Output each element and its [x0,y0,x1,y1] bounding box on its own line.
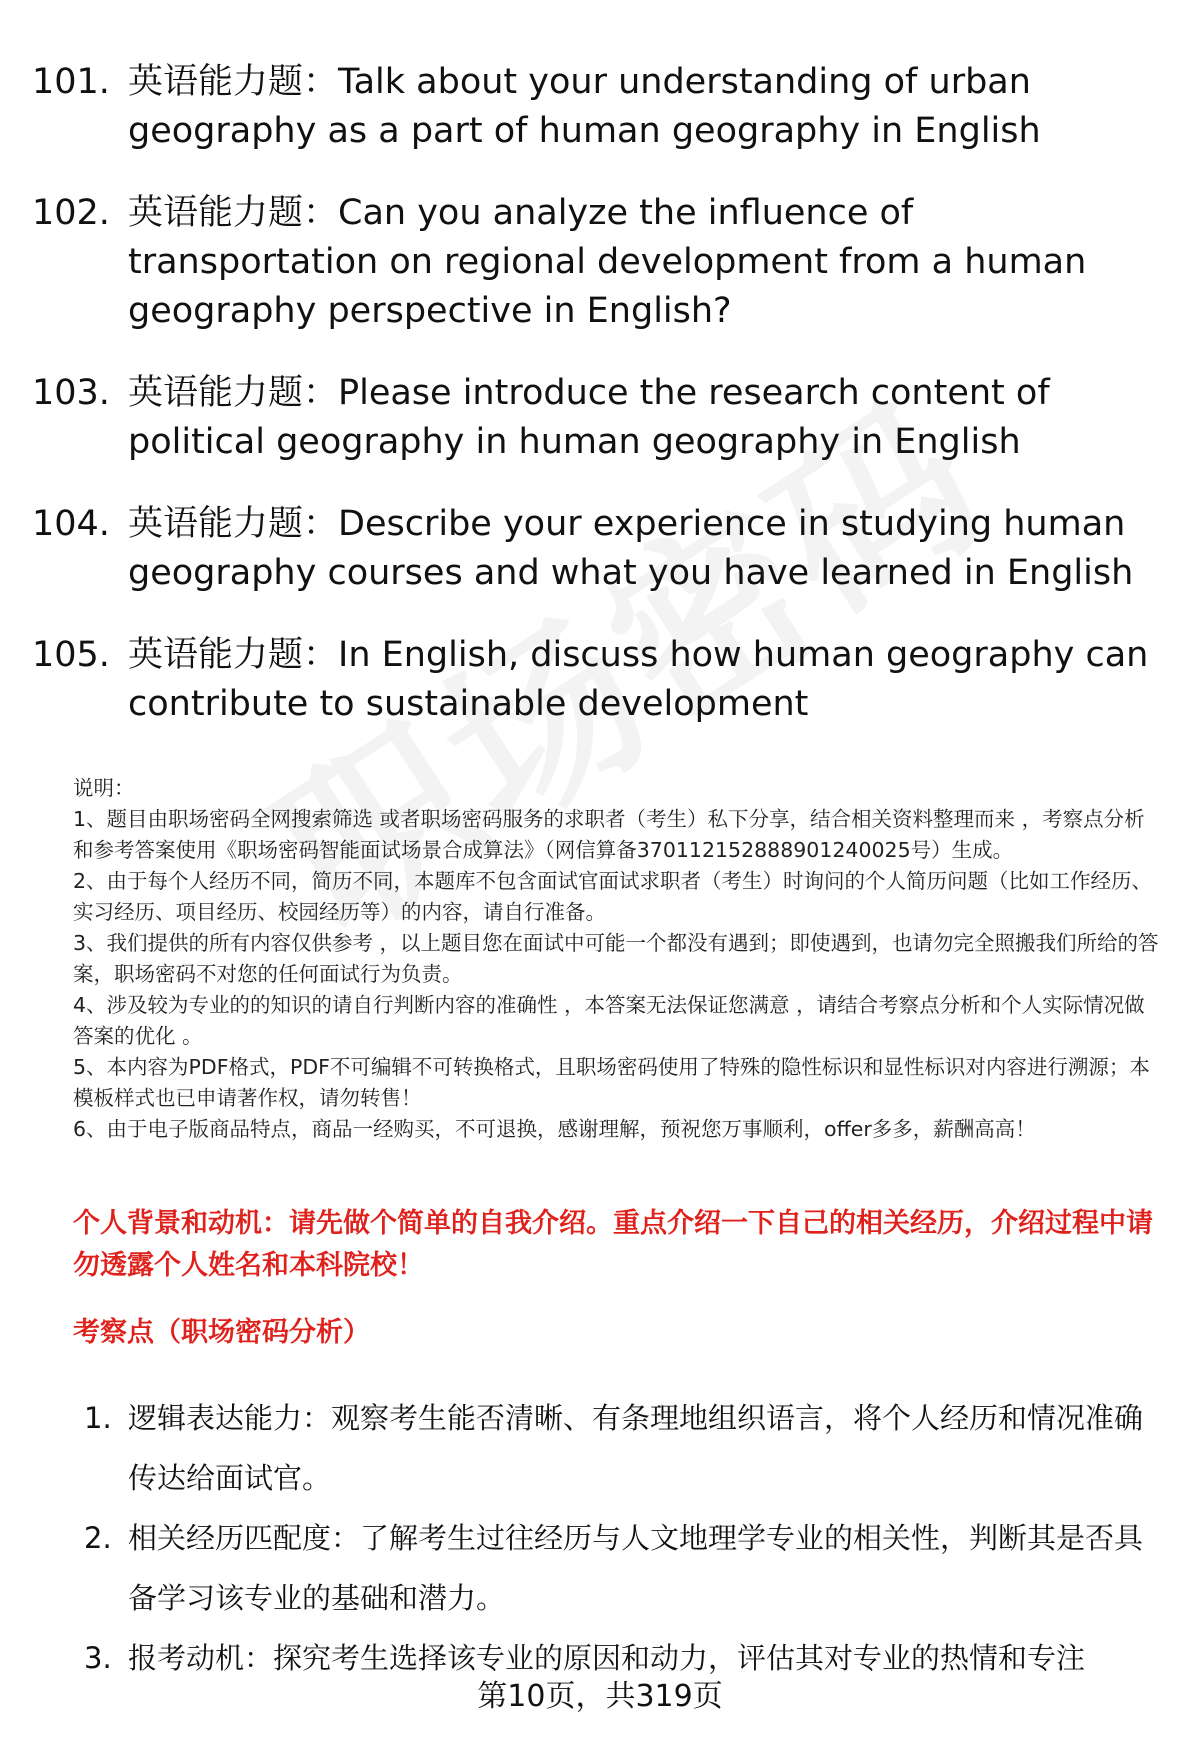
point-text: 相关经历匹配度：了解考生过往经历与人文地理学专业的相关性，判断其是否具备学习该专业的基础和潜力。 [128,1521,1144,1615]
note-item: 6、由于电子版商品特点，商品一经购买，不可退换，感谢理解，预祝您万事顺利，offer多多，薪酬高高！ [73,1117,1036,1141]
analysis-points [84,1388,1164,1688]
point-text: 报考动机：探究考生选择该专业的原因和动力，评估其对专业的热情和专注 [128,1641,1086,1675]
question-text: 英语能力题：In English, discuss how human geography can contribute to sustainable development [128,635,1149,724]
note-item: 1、题目由职场密码全网搜索筛选 或者职场密码服务的求职者（考生）私下分享，结合相关资料整理而来 ，考察点分析和参考答案使用《职场密码智能面试场景合成算法》（网信算备370112152888901240025号）生成。 [73,807,1145,862]
point-text: 逻辑表达能力：观察考生能否清晰、有条理地组织语言，将个人经历和情况准确传达给面试官。 [128,1401,1144,1495]
page-footer: 第10页，共319页 [477,1679,723,1714]
question-text: 英语能力题：Describe your experience in studying human geography courses and what you have learned in English [128,504,1134,593]
question-item [32,369,1152,467]
analysis-heading: 考察点（职场密码分析） [73,1317,370,1348]
question-item [32,500,1152,598]
note-item: 4、涉及较为专业的的知识的请自行判断内容的准确性 ，本答案无法保证您满意 ，请结合考察点分析和个人实际情况做答案的优化 。 [73,993,1145,1048]
notes-section [73,773,1163,1145]
note-item: 2、由于每个人经历不同，简历不同，本题库不包含面试官面试求职者（考生）时询问的个人简历问题（比如工作经历、实习经历、项目经历、校园经历等）的内容，请自行准备。 [73,869,1153,924]
question-number: 103. [32,373,110,413]
question-item [32,189,1152,336]
question-text: 英语能力题：Can you analyze the influence of transportation on regional development from a human geography perspective in English? [128,193,1087,331]
question-text: 英语能力题：Please introduce the research content of political geography in human geography in English [128,373,1050,462]
analysis-point [84,1508,1164,1628]
question-number: 101. [32,62,110,102]
note-item: 5、本内容为PDF格式，PDF不可编辑不可转换格式，且职场密码使用了特殊的隐性标识和显性标识对内容进行溯源；本模板样式也已申请著作权，请勿转售！ [73,1055,1150,1110]
question-list [32,58,1152,762]
question-item [32,58,1152,156]
point-number: 2. [84,1521,112,1555]
analysis-point [84,1388,1164,1508]
note-item: 3、我们提供的所有内容仅供参考 ，以上题目您在面试中可能一个都没有遇到；即使遇到，也请勿完全照搬我们所给的答案，职场密码不对您的任何面试行为负责。 [73,931,1159,986]
notes-title: 说明： [73,776,135,800]
question-item [32,631,1152,729]
question-number: 105. [32,635,110,675]
question-text: 英语能力题：Talk about your understanding of urban geography as a part of human geography in English [128,62,1041,151]
question-heading: 个人背景和动机：请先做个简单的自我介绍。重点介绍一下自己的相关经历，介绍过程中请勿透露个人姓名和本科院校！ [73,1208,1153,1281]
question-number: 104. [32,504,110,544]
question-number: 102. [32,193,110,233]
point-number: 1. [84,1401,112,1435]
point-number: 3. [84,1641,112,1675]
